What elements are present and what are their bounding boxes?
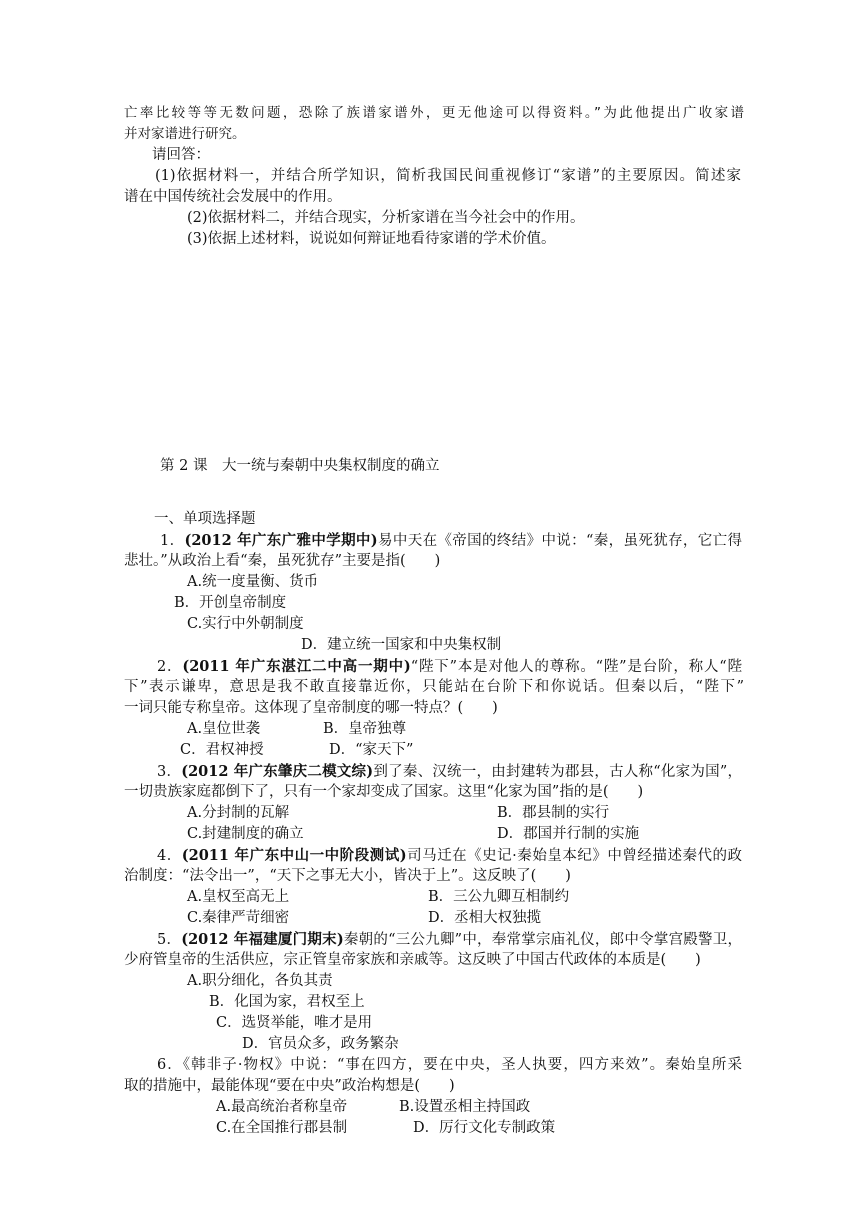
mcq-2-option-d: D．“家天下” (329, 742, 414, 758)
mcq-2-option-b: B．皇帝独尊 (323, 721, 407, 737)
mcq-2-option-c: C．君权神授 (180, 742, 264, 758)
prompt-text: 请回答： (152, 147, 210, 163)
mcq-5-option-a: A.职分细化，各负其责 (187, 973, 333, 989)
mcq-6-stem-line-2: 取的措施中，最能体现“要在中央”政治构想是( ) (124, 1078, 455, 1094)
question-1-line-1: (1)依据材料一，并结合所学知识，简析我国民间重视修订“家谱”的主要原因。简述家 (155, 168, 741, 184)
mcq-5-option-d: D．官员众多，政务繁杂 (242, 1036, 399, 1052)
mcq-6-option-b: B.设置丞相主持国政 (399, 1099, 531, 1115)
mcq-6-stem-text-1: 《韩非子·物权》中说：“事在四方，要在中央，圣人执要，四方来效”。秦始皇所采 (182, 1057, 742, 1073)
mcq-2-number: 2． (157, 659, 183, 675)
mcq-3-stem-line-2: 一切贵族家庭都倒下了，只有一个家却变成了国家。这里“化家为国”指的是( ) (124, 784, 644, 800)
mcq-1-number: 1． (160, 533, 185, 549)
mcq-4-stem-line-1 (157, 845, 742, 867)
mcq-4-option-a: A.皇权至高无上 (187, 889, 290, 905)
mcq-2-stem-line-2: 下”表示谦卑，意思是我不敢直接靠近你，只能站在台阶下和你说话。但秦以后，“陛下” (124, 679, 744, 695)
mcq-6-number: 6． (157, 1057, 183, 1073)
mcq-1-option-b: B．开创皇帝制度 (174, 595, 287, 611)
question-2: (2)依据材料二，并结合现实，分析家谱在当今社会中的作用。 (187, 210, 585, 226)
intro-line-1: 亡率比较等等无数问题，恐除了族谱家谱外，更无他途可以得资料。”为此他提出广收家谱 (124, 105, 744, 121)
lesson-title: 第 2 课 大一统与秦朝中央集权制度的确立 (160, 458, 440, 474)
question-1-line-2: 谱在中国传统社会发展中的作用。 (124, 189, 342, 205)
mcq-1-option-d: D．建立统一国家和中央集权制 (301, 637, 502, 653)
mcq-3-option-c: C.封建制度的确立 (187, 826, 304, 842)
mcq-5-source: (2012 年福建厦门期末) (181, 931, 344, 948)
mcq-3-stem-line-1 (157, 761, 742, 783)
mcq-1-source: (2012 年广东广雅中学期中) (184, 532, 378, 549)
mcq-5-option-b: B．化国为家，君权至上 (209, 994, 365, 1010)
mcq-2-option-a: A.皇位世袭 (187, 721, 261, 737)
mcq-5-stem-line-1 (157, 929, 742, 951)
mcq-4-source: (2011 年广东中山一中阶段测试) (181, 847, 407, 864)
mcq-6-option-a: A.最高统治者称皇帝 (216, 1099, 348, 1115)
mcq-5-stem-text-1: 秦朝的“三公九卿”中，奉常掌宗庙礼仪，郎中令掌宫殿警卫， (343, 932, 742, 948)
mcq-3-option-b: B．郡县制的实行 (497, 805, 610, 821)
mcq-2-stem-line-3: 一词只能专称皇帝。这体现了皇帝制度的哪一特点？( ) (124, 700, 498, 716)
mcq-6-option-c: C.在全国推行郡县制 (216, 1120, 348, 1136)
mcq-6-stem-line-1 (157, 1055, 742, 1076)
mcq-4-stem-text-1: 司马迁在《史记·秦始皇本纪》中曾经描述秦代的政 (406, 848, 743, 864)
mcq-4-number: 4． (157, 848, 182, 864)
mcq-1-stem-text-1: 易中天在《帝国的终结》中说：“秦，虽死犹存，它亡得 (377, 533, 742, 549)
mcq-3-source: (2012 年广东肇庆二模文综) (181, 763, 374, 780)
intro-line-2: 并对家谱进行研究。 (124, 126, 246, 142)
mcq-3-option-d: D．郡国并行制的实施 (497, 826, 640, 842)
mcq-1-option-a: A.统一度量衡、货币 (187, 574, 319, 590)
mcq-3-option-a: A.分封制的瓦解 (187, 805, 290, 821)
section-title: 一、单项选择题 (154, 511, 256, 527)
mcq-4-option-b: B．三公九卿互相制约 (428, 889, 570, 905)
mcq-2-stem-line-1 (157, 656, 742, 678)
mcq-2-stem-text-1: “陛下”本是对他人的尊称。“陛”是台阶，称人“陛 (410, 659, 743, 675)
mcq-4-option-c: C.秦律严苛细密 (187, 910, 290, 926)
mcq-6-option-d: D．厉行文化专制政策 (413, 1120, 556, 1136)
mcq-5-stem-line-2: 少府管皇帝的生活供应，宗正管皇帝家族和亲戚等。这反映了中国古代政体的本质是( ) (124, 952, 701, 968)
mcq-5-number: 5． (157, 932, 182, 948)
mcq-4-option-d: D．丞相大权独揽 (428, 910, 542, 926)
question-3: (3)依据上述材料，说说如何辩证地看待家谱的学术价值。 (187, 231, 556, 247)
mcq-1-option-c: C.实行中外朝制度 (187, 616, 304, 632)
mcq-2-source: (2011 年广东湛江二中高一期中) (182, 658, 411, 675)
mcq-1-stem-line-2: 悲壮。”从政治上看“秦，虽死犹存”主要是指( ) (124, 553, 441, 569)
mcq-3-stem-text-1: 到了秦、汉统一，由封建转为郡县，古人称“化家为国”， (373, 764, 743, 780)
mcq-4-stem-line-2: 治制度：“法令出一”，“天下之事无大小，皆决于上”。这反映了( ) (124, 868, 571, 884)
mcq-5-option-c: C．选贤举能，唯才是用 (216, 1015, 373, 1031)
mcq-1-stem-line-1 (160, 530, 742, 552)
mcq-3-number: 3． (157, 764, 182, 780)
